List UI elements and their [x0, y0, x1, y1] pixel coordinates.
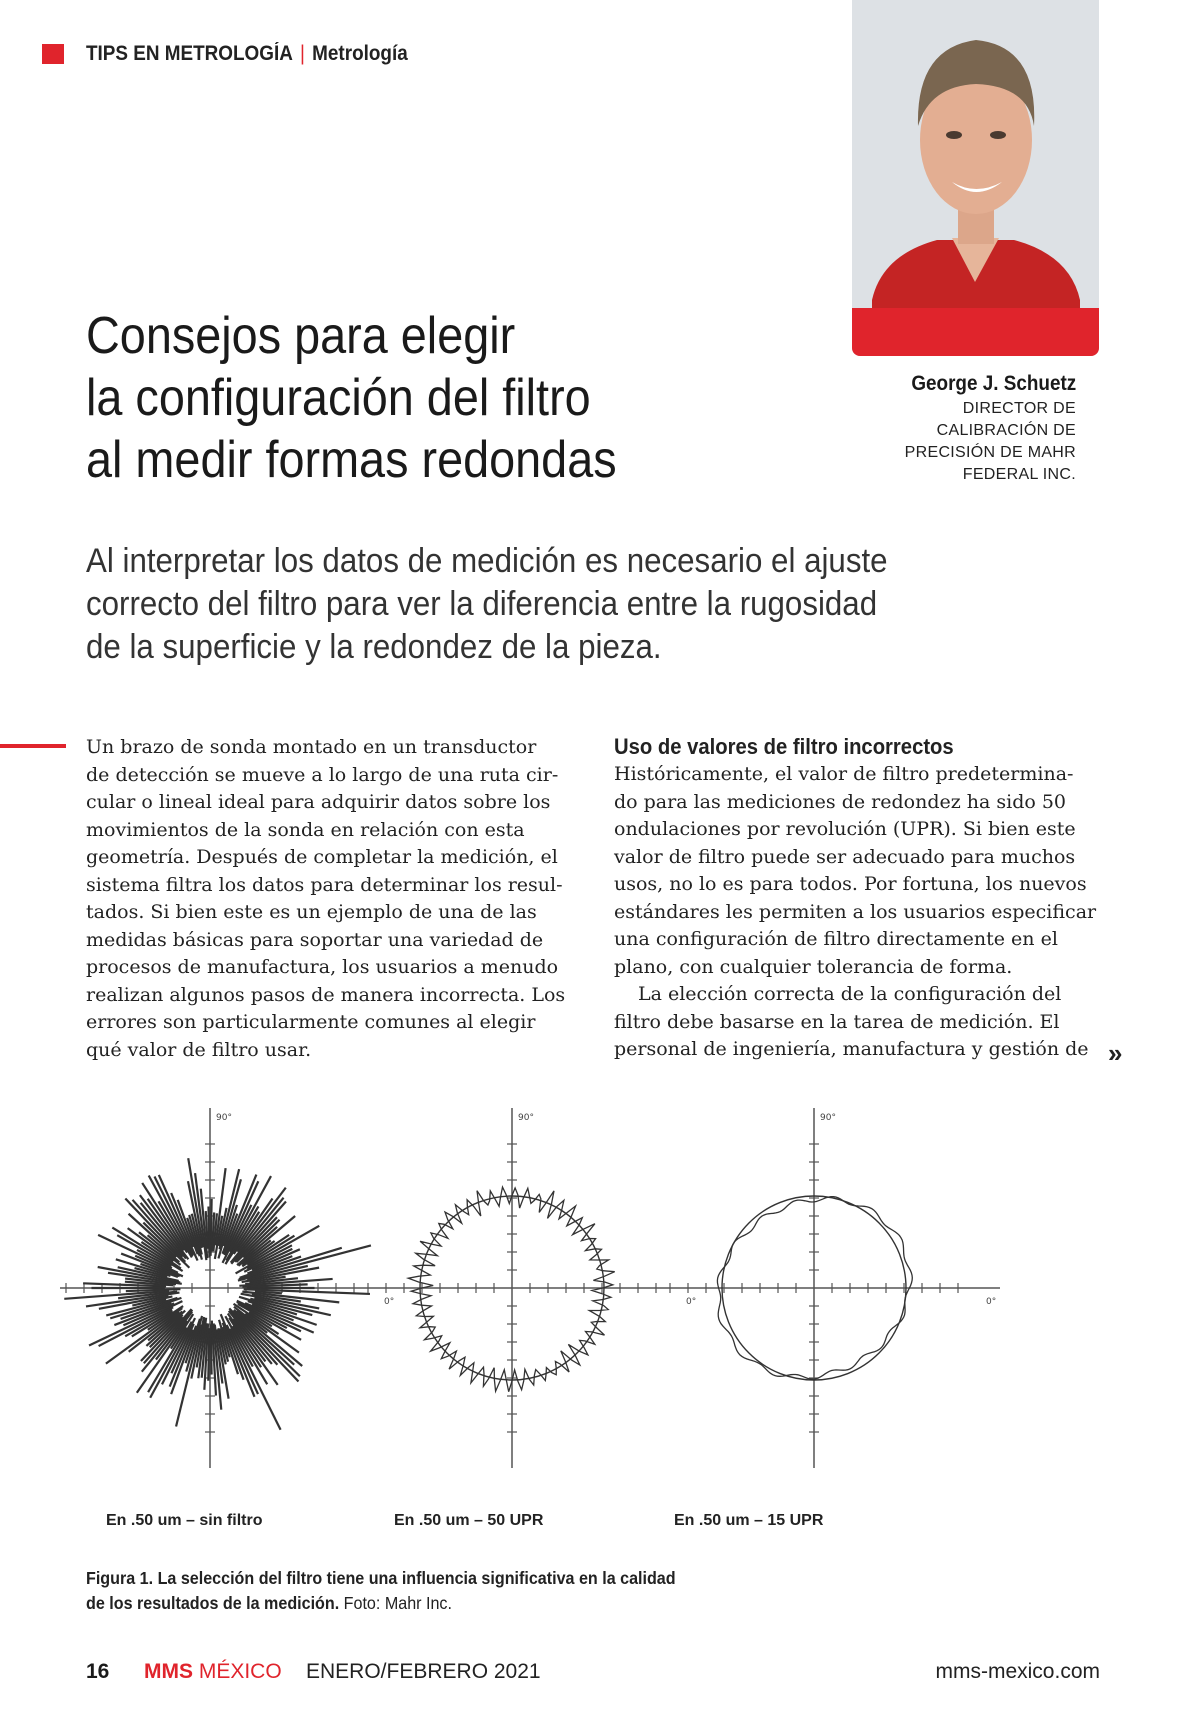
profile-spike [208, 1328, 209, 1381]
body-line: medidas básicas para soportar una variedad de [86, 928, 544, 951]
profile-spike [208, 1206, 209, 1257]
author-portrait-image [852, 0, 1099, 356]
brand-mms: MMS [144, 1660, 193, 1683]
article-lead [86, 540, 888, 669]
title-line: al medir formas redondas [86, 431, 617, 489]
roundness-figure [60, 1108, 1100, 1508]
author-role-line: DIRECTOR DE [962, 400, 1076, 417]
body-line: qué valor de filtro usar. [86, 1038, 312, 1061]
subsection-label: Metrología [312, 42, 408, 65]
section-marker [42, 44, 64, 64]
author-role-line: CALIBRACIÓN DE [936, 422, 1076, 439]
body-line: valor de filtro puede ser adecuado para muchos [614, 845, 1076, 868]
body-line: sistema filtra los datos para determinar los resul- [86, 873, 563, 896]
lead-line: correcto del filtro para ver la diferencia entre la rugosidad [86, 585, 878, 623]
panel-caption-15-upr: En .50 um – 15 UPR [674, 1512, 824, 1529]
lead-line: Al interpretar los datos de medición es necesario el ajuste [86, 542, 888, 580]
body-line: movimientos de la sonda en relación con esta [86, 818, 525, 841]
section-separator: | [300, 42, 305, 65]
body-line: geometría. Después de completar la medición, el [86, 846, 558, 868]
panel-caption-no-filter: En .50 um – sin filtro [106, 1512, 263, 1529]
body-line: estándares les permiten a los usuarios especificar [614, 900, 1097, 923]
profile-spike [126, 1289, 181, 1291]
author-role-line: FEDERAL INC. [962, 466, 1076, 483]
body-line: una configuración de filtro directamente en el [614, 928, 1058, 950]
magazine-brand [144, 1660, 282, 1684]
lead-line: de la superficie y la redondez de la pieza. [86, 628, 662, 666]
angle-label-90: 90° [518, 1113, 534, 1123]
issue-date: ENERO/FEBRERO 2021 [306, 1660, 541, 1683]
figure-caption-bold: Figura 1. La selección del filtro tiene una influencia significativa en la calidad [86, 1568, 676, 1588]
body-line: de detección se mueve a lo largo de una ruta cir- [86, 763, 559, 786]
body-line: La elección correcta de la configuración del [638, 983, 1062, 1005]
subheading: Uso de valores de filtro incorrectos [614, 734, 954, 759]
website-link[interactable]: mms-mexico.com [935, 1660, 1100, 1683]
title-line: la configuración del filtro [86, 369, 591, 427]
author-role [826, 398, 1076, 486]
figure-caption-bold-2: de los resultados de la medición. [86, 1593, 340, 1613]
body-line: tados. Si bien este es un ejemplo de una de las [86, 901, 537, 923]
body-column-left [86, 734, 566, 1064]
figure-credit: Foto: Mahr Inc. [339, 1593, 452, 1613]
body-line: errores son particularmente comunes al elegir [86, 1011, 536, 1033]
page-number: 16 [86, 1660, 110, 1683]
author-name: George J. Schuetz [911, 372, 1076, 395]
angle-label-90: 90° [216, 1113, 232, 1123]
body-line: procesos de manufactura, los usuarios a menudo [86, 956, 559, 978]
body-line: plano, con cualquier tolerancia de forma. [614, 955, 1013, 978]
body-line: realizan algunos pasos de manera incorrecta. Los [86, 983, 566, 1006]
body-line: Históricamente, el valor de filtro predetermina- [614, 763, 1074, 785]
angle-label-0: 0° [986, 1297, 997, 1307]
panel-caption-50-upr: En .50 um – 50 UPR [394, 1512, 544, 1529]
body-line: Un brazo de sonda montado en un transductor [86, 736, 537, 758]
section-header [86, 42, 408, 66]
angle-label-0: 0° [384, 1297, 395, 1307]
section-label: TIPS EN METROLOGÍA [86, 42, 293, 65]
continue-chevron-icon: » [1108, 1038, 1123, 1068]
brand-mexico: MÉXICO [193, 1660, 282, 1683]
angle-label-0: 0° [686, 1297, 697, 1307]
author-role-line: PRECISIÓN DE MAHR [904, 444, 1076, 461]
body-column-right [614, 734, 1106, 1064]
body-line: filtro debe basarse en la tarea de medición. El [614, 1010, 1060, 1033]
title-line: Consejos para elegir [86, 307, 516, 365]
profile-spike [211, 1199, 212, 1256]
body-line: personal de ingeniería, manufactura y gestión de [614, 1038, 1089, 1060]
article-title [86, 305, 617, 491]
angle-label-90: 90° [820, 1113, 836, 1123]
body-line: do para las mediciones de redondez ha sido 50 [614, 790, 1067, 813]
column-divider-rule [0, 744, 66, 748]
body-line: usos, no lo es para todos. Por fortuna, los nuevos [614, 873, 1087, 895]
author-photo [852, 0, 1099, 356]
body-line: cular o lineal ideal para adquirir datos sobre los [86, 791, 551, 813]
body-line: ondulaciones por revolución (UPR). Si bien este [614, 818, 1076, 840]
figure-caption [86, 1566, 676, 1616]
